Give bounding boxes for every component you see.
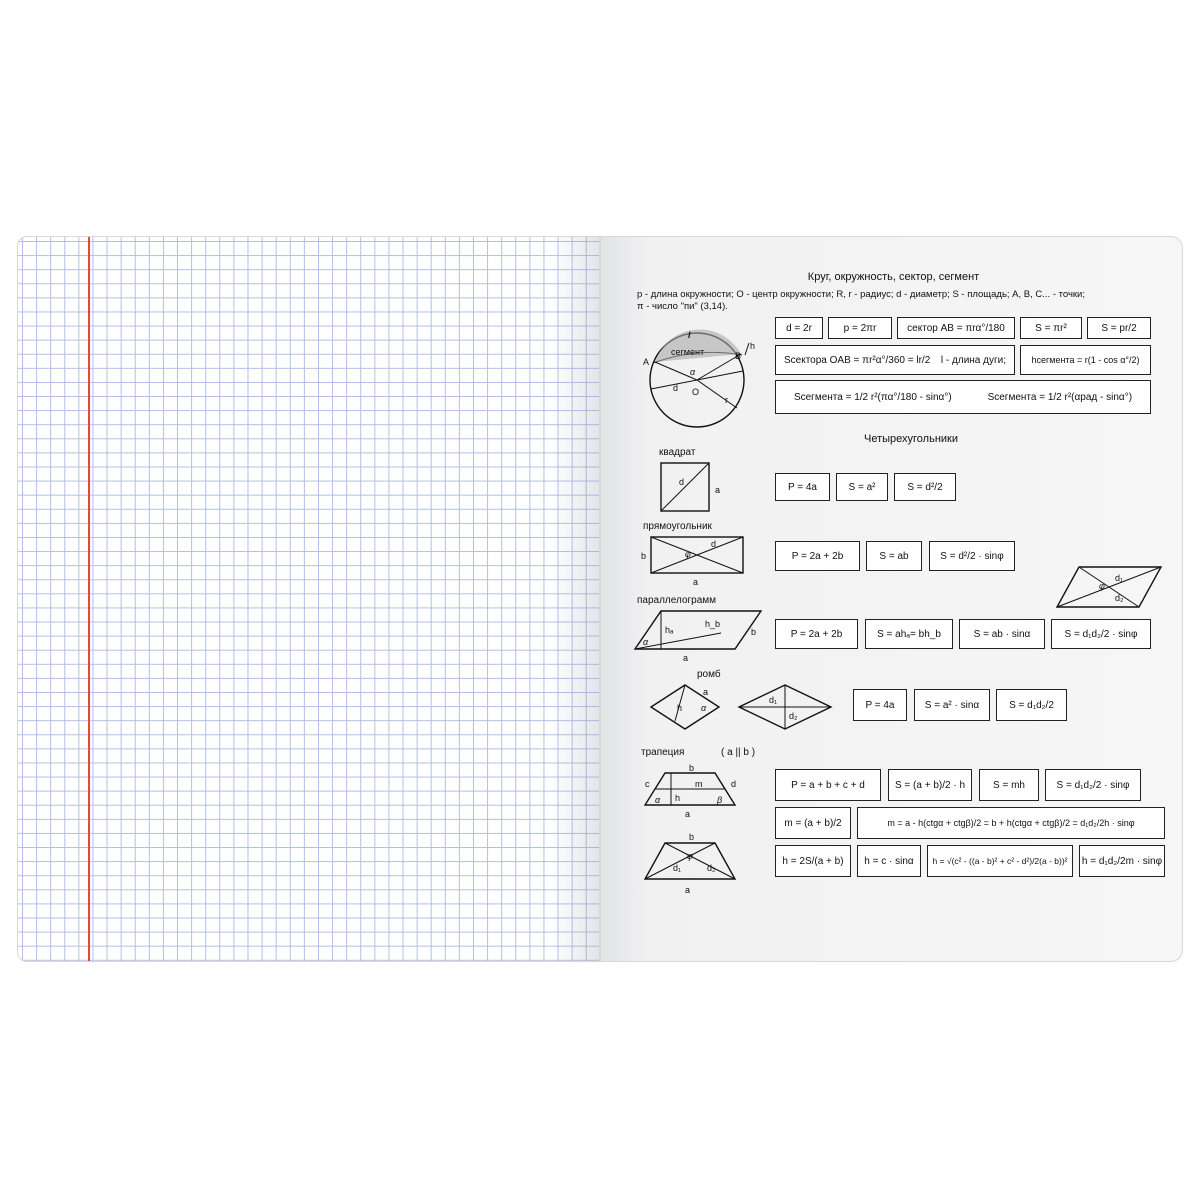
parallelogram-label: параллелограмм (637, 595, 717, 606)
circle-label-segment: сегмент (671, 347, 705, 357)
trap-label-b: b (689, 763, 695, 773)
square-label-a: a (715, 485, 721, 495)
trap2-label-phi: φ (687, 851, 693, 861)
formula-trap-area-diag: S = d₁d₂/2 · sinφ (1045, 769, 1141, 801)
rhombus-label: ромб (697, 669, 721, 680)
para-side-label-d2: d₂ (1115, 593, 1124, 603)
formula-trap-perimeter: P = a + b + c + d (775, 769, 881, 801)
trap2-label-d2: d₂ (707, 863, 716, 873)
trap2-label-d1: d₁ (673, 863, 682, 873)
trapezoid-label: трапеция (641, 747, 685, 758)
parallelogram-figure (635, 611, 765, 661)
formula-circle-area: S = πr² (1020, 317, 1082, 339)
formula-trap-midline: m = (a + b)/2 (775, 807, 851, 839)
square-figure (661, 463, 741, 523)
formula-sector-area-text: Sсектора OAB = πr²α°/360 = lr/2 (784, 354, 931, 366)
formula-segment-area (775, 380, 1151, 414)
formula-page (600, 236, 1183, 962)
trap2-label-b: b (689, 832, 695, 842)
formula-rhombus-area-sin: S = a² · sinα (914, 689, 990, 721)
formula-trap-height-diag: h = d₁d₂/2m · sinφ (1079, 845, 1165, 877)
para-side-label-phi: φ (1099, 581, 1105, 591)
circle-label-h: h (750, 341, 756, 351)
rectangle-label-phi: φ (685, 549, 691, 559)
circle-label-A: A (643, 357, 650, 367)
formula-trap-height-sides: h = √(c² - ((a - b)² + c² - d²)/2(a - b))² (927, 845, 1073, 877)
rhombus-figures (651, 685, 861, 735)
trap-label-alpha: α (655, 795, 661, 805)
formula-square-area: S = a² (836, 473, 888, 501)
square-label-d: d (679, 477, 685, 487)
circle-label-O: O (692, 387, 700, 397)
trap-label-beta: β (717, 795, 723, 805)
circle-label-r: r (725, 395, 728, 405)
formula-square-perimeter: P = 4a (775, 473, 830, 501)
formula-square-area-diag: S = d²/2 (894, 473, 956, 501)
quad-section-title: Четырехугольники (864, 433, 958, 445)
parallelogram-diagonals-figure (1057, 567, 1167, 609)
formula-rhombus-area-diag: S = d₁d₂/2 (996, 689, 1067, 721)
trapezoid-condition: ( a || b ) (721, 747, 756, 758)
rectangle-figure (641, 537, 761, 587)
formula-segment-height: hсегмента = r(1 - cos α°/2) (1020, 345, 1151, 375)
formula-para-area-sin: S = ab · sinα (959, 619, 1045, 649)
para-label-a: a (683, 653, 689, 663)
rectangle-label: прямоугольник (643, 521, 712, 532)
formula-diameter: d = 2r (775, 317, 823, 339)
formula-para-area-height: S = ahₐ= bh_b (865, 619, 953, 649)
circle-legend-line2: π - число "пи" (3,14). (637, 301, 728, 312)
formula-area-pr: S = pr/2 (1087, 317, 1151, 339)
formula-trap-height-area: h = 2S/(a + b) (775, 845, 851, 877)
para-label-alpha: α (643, 637, 649, 647)
trap-label-a: a (685, 809, 691, 819)
formula-segment-area-deg: Sсегмента = 1/2 r²(πα°/180 - sinα°) (793, 391, 952, 403)
para-label-b: b (751, 627, 757, 637)
formula-segment-area-rad: Sсегмента = 1/2 r²(αрад - sinα°) (987, 391, 1133, 403)
para-side-label-d1: d₁ (1115, 573, 1124, 583)
formula-para-area-diag: S = d₁d₂/2 · sinφ (1051, 619, 1151, 649)
circle-label-B: B (735, 351, 742, 361)
rhombus-label-d2: d₂ (789, 711, 798, 721)
trapezoid-figures (645, 763, 775, 913)
formula-para-perimeter: P = 2a + 2b (775, 619, 858, 649)
formula-trap-midline-ext: m = a - h(ctgα + ctgβ)/2 = b + h(ctgα + ctgβ)/2 = d₁d₂/2h · sinφ (857, 807, 1165, 839)
trap-label-d: d (731, 779, 737, 789)
margin-line (88, 237, 90, 961)
formula-rect-area-diag: S = d²/2 · sinφ (929, 541, 1015, 571)
circle-label-alpha: α (690, 367, 696, 377)
rhombus-label-d1: d₁ (769, 695, 778, 705)
formula-rect-area: S = ab (866, 541, 922, 571)
formula-rhombus-perimeter: P = 4a (853, 689, 907, 721)
formula-rect-perimeter: P = 2a + 2b (775, 541, 860, 571)
trap-label-c: c (645, 779, 650, 789)
formula-circumference: p = 2πr (828, 317, 892, 339)
rectangle-label-a: a (693, 577, 699, 587)
rectangle-label-d: d (711, 539, 717, 549)
circle-legend-line1: p - длина окружности; O - центр окружности; R, r - радиус; d - диаметр; S - площадь; A, B, C... - точки; (637, 289, 1086, 300)
formula-trap-area-mh: S = mh (979, 769, 1039, 801)
formula-trap-height-sin: h = c · sinα (857, 845, 921, 877)
circle-section-title: Круг, окружность, сектор, сегмент (807, 271, 980, 283)
trap2-label-a: a (685, 885, 691, 895)
trap-label-m: m (695, 779, 703, 789)
circle-figure (637, 325, 767, 435)
open-notebook (17, 236, 1183, 962)
arc-length-note: l - длина дуги; (940, 354, 1006, 366)
rectangle-label-b: b (641, 551, 647, 561)
rhombus-label-alpha: α (701, 703, 707, 713)
formula-sector-area (775, 345, 1015, 375)
rhombus-label-a: a (703, 687, 709, 697)
formula-arc-sector: сектор AB = πrα°/180 (897, 317, 1015, 339)
para-label-hb: h_b (705, 619, 721, 629)
square-label: квадрат (659, 447, 696, 458)
para-label-ha: hₐ (665, 625, 674, 635)
formula-trap-area: S = (a + b)/2 · h (888, 769, 972, 801)
trap-label-h: h (675, 793, 681, 803)
circle-label-d: d (673, 383, 679, 393)
rhombus-label-h: h (677, 703, 683, 713)
grid-page (17, 236, 600, 962)
circle-label-l: l (688, 330, 691, 340)
